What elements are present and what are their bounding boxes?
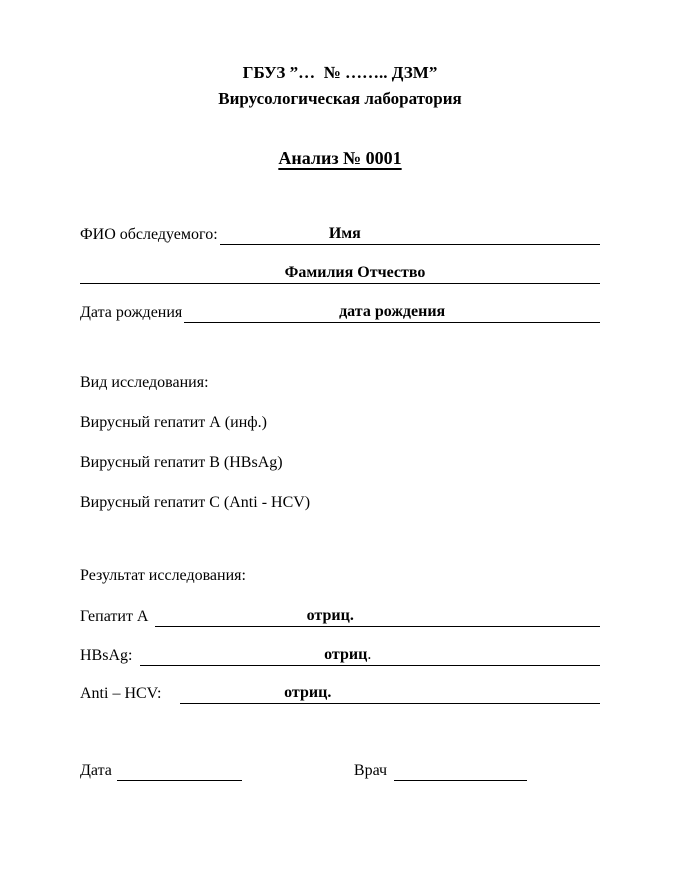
organization-name: ГБУЗ ”… № …….. ДЗМ” bbox=[242, 63, 438, 82]
patient-name-value: Имя bbox=[328, 225, 361, 242]
result-value-hepatitis-a: отриц. bbox=[306, 607, 354, 624]
result-label-hbsag: HBsAg: bbox=[80, 647, 133, 664]
patient-name-label: ФИО обследуемого: bbox=[80, 226, 218, 243]
result-label-hepatitis-a: Гепатит А bbox=[80, 608, 149, 625]
result-field-anti-hcv bbox=[180, 682, 600, 704]
date-group bbox=[80, 760, 242, 781]
patient-surname-patronymic-value: Фамилия Отчество bbox=[284, 264, 426, 281]
result-row-hepatitis-a bbox=[80, 605, 600, 627]
birthdate-row bbox=[80, 301, 600, 323]
doctor-label: Врач bbox=[353, 762, 388, 779]
patient-name-row bbox=[80, 223, 600, 245]
study-item-hepatitis-c: Вирусный гепатит С (Anti - HCV) bbox=[80, 494, 311, 511]
signature-row bbox=[80, 760, 600, 781]
laboratory-name: Вирусологическая лаборатория bbox=[218, 89, 462, 108]
patient-name-field-line2 bbox=[80, 262, 600, 284]
result-value-anti-hcv: отриц. bbox=[284, 684, 332, 701]
result-value-suffix-hbsag: . bbox=[367, 646, 372, 663]
study-item-hepatitis-a: Вирусный гепатит А (инф.) bbox=[80, 414, 267, 431]
birthdate-value: дата рождения bbox=[339, 303, 446, 320]
document-title: Анализ № 0001 bbox=[278, 148, 402, 168]
doctor-group bbox=[354, 760, 527, 781]
study-type-heading: Вид исследования: bbox=[80, 374, 209, 391]
results-heading: Результат исследования: bbox=[80, 567, 246, 584]
result-value-hbsag: отриц bbox=[324, 646, 368, 663]
result-row-hbsag bbox=[80, 644, 600, 666]
study-item-hepatitis-b: Вирусный гепатит В (HBsAg) bbox=[80, 454, 283, 471]
patient-name-row-continuation bbox=[80, 262, 600, 284]
document-header bbox=[80, 62, 600, 110]
patient-name-field-line1 bbox=[220, 223, 600, 245]
result-row-anti-hcv bbox=[80, 682, 600, 704]
date-label: Дата bbox=[80, 762, 112, 779]
birthdate-field bbox=[184, 301, 600, 323]
doctor-field bbox=[394, 760, 527, 781]
title-block bbox=[80, 146, 600, 170]
result-field-hepatitis-a bbox=[155, 605, 600, 627]
birthdate-label: Дата рождения bbox=[80, 304, 183, 321]
date-field bbox=[117, 760, 242, 781]
result-label-anti-hcv: Anti – HCV: bbox=[80, 685, 162, 702]
result-field-hbsag bbox=[140, 644, 600, 666]
